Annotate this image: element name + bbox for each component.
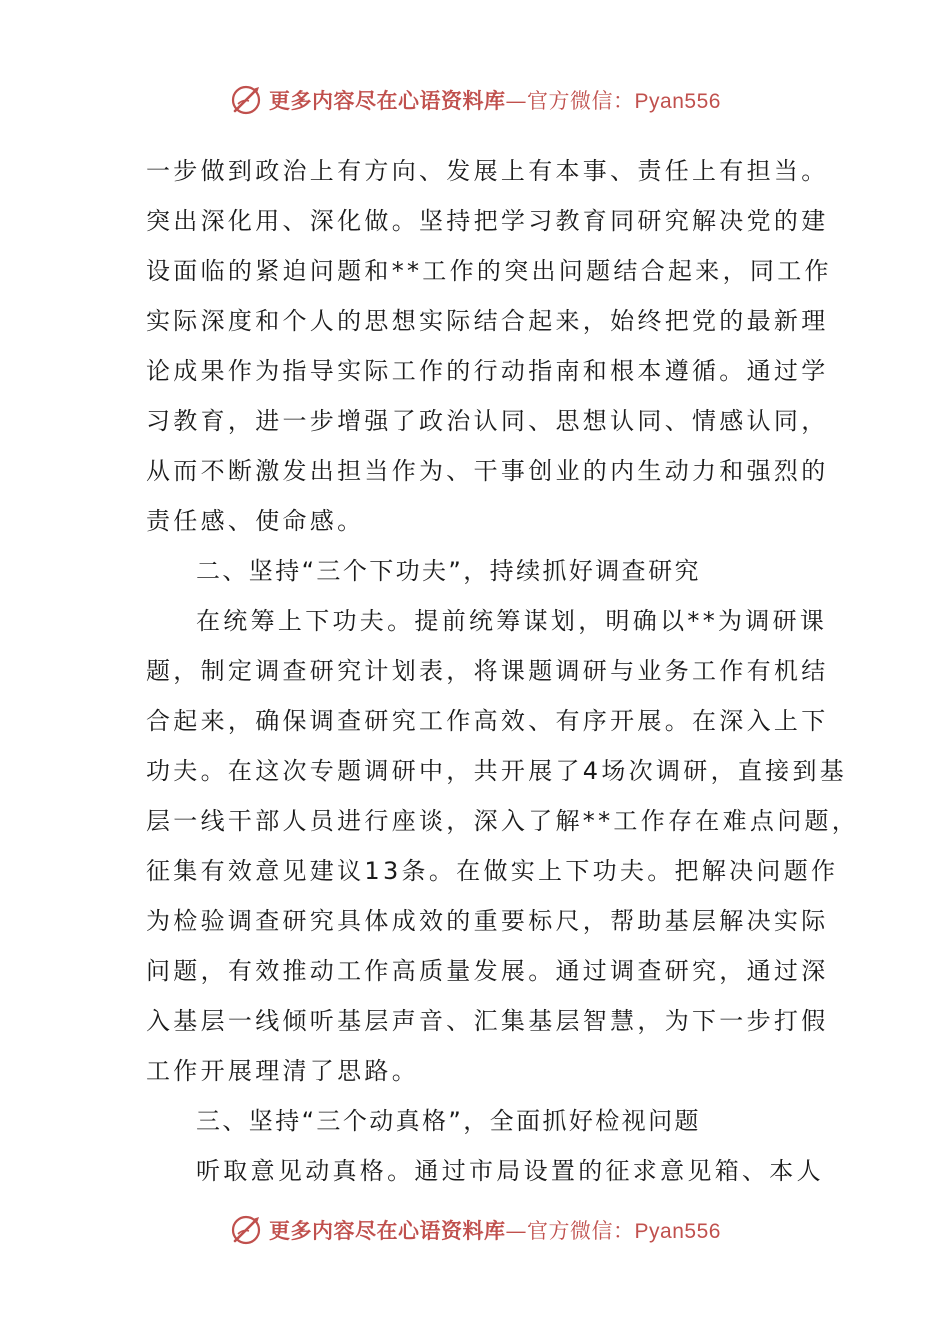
document-body (146, 146, 860, 1196)
text-line: 题，制定调查研究计划表，将课题调研与业务工作有机结 (146, 657, 829, 685)
watermark-wechat-label: 官方微信： (527, 89, 635, 113)
text-line: 为检验调查研究具体成效的重要标尺，帮助基层解决实际 (146, 907, 829, 935)
text-line: 工作开展理清了思路。 (146, 1057, 419, 1085)
watermark-separator: — (505, 1219, 528, 1243)
text-line: 合起来，确保调查研究工作高效、有序开展。在深入上下 (146, 707, 829, 735)
section-heading-2: 二、坚持“三个下功夫”，持续抓好调查研究 (196, 557, 701, 585)
text-line: 听取意见动真格。通过市局设置的征求意见箱、本人 (196, 1157, 824, 1185)
text-line: 突出深化用、深化做。坚持把学习教育同研究解决党的建 (146, 207, 829, 235)
watermark-brand: 更多内容尽在心语资料库 (269, 1218, 506, 1243)
footer-watermark-banner (0, 1210, 950, 1250)
footer-watermark-text (269, 1215, 721, 1245)
watermark-wechat-label: 官方微信： (527, 1219, 635, 1243)
watermark-brand: 更多内容尽在心语资料库 (269, 88, 506, 113)
text-line: 入基层一线倾听基层声音、汇集基层智慧，为下一步打假 (146, 1007, 829, 1035)
watermark-wechat-id: Pyan556 (634, 1220, 721, 1243)
text-line: 从而不断激发出担当作为、干事创业的内生动力和强烈的 (146, 457, 829, 485)
text-line: 征集有效意见建议13条。在做实上下功夫。把解决问题作 (146, 857, 839, 885)
text-line: 在统筹上下功夫。提前统筹谋划，明确以**为调研课 (196, 607, 828, 635)
pen-nib-logo-icon (229, 83, 263, 117)
text-line: 设面临的紧迫问题和**工作的突出问题结合起来，同工作 (146, 257, 832, 285)
header-watermark-text (269, 85, 721, 115)
watermark-wechat-id: Pyan556 (634, 90, 721, 113)
text-line: 问题，有效推动工作高质量发展。通过调查研究，通过深 (146, 957, 829, 985)
pen-nib-logo-icon (229, 1213, 263, 1247)
text-line: 功夫。在这次专题调研中，共开展了4场次调研，直接到基 (146, 757, 848, 785)
text-line: 习教育，进一步增强了政治认同、思想认同、情感认同， (146, 407, 829, 435)
text-line: 层一线干部人员进行座谈，深入了解**工作存在难点问题， (146, 807, 860, 835)
section-heading-3: 三、坚持“三个动真格”，全面抓好检视问题 (196, 1107, 701, 1135)
text-line: 论成果作为指导实际工作的行动指南和根本遵循。通过学 (146, 357, 829, 385)
watermark-separator: — (505, 89, 528, 113)
header-watermark-banner (0, 80, 950, 120)
text-line: 一步做到政治上有方向、发展上有本事、责任上有担当。 (146, 157, 829, 185)
text-line: 实际深度和个人的思想实际结合起来，始终把党的最新理 (146, 307, 829, 335)
text-line: 责任感、使命感。 (146, 507, 365, 535)
